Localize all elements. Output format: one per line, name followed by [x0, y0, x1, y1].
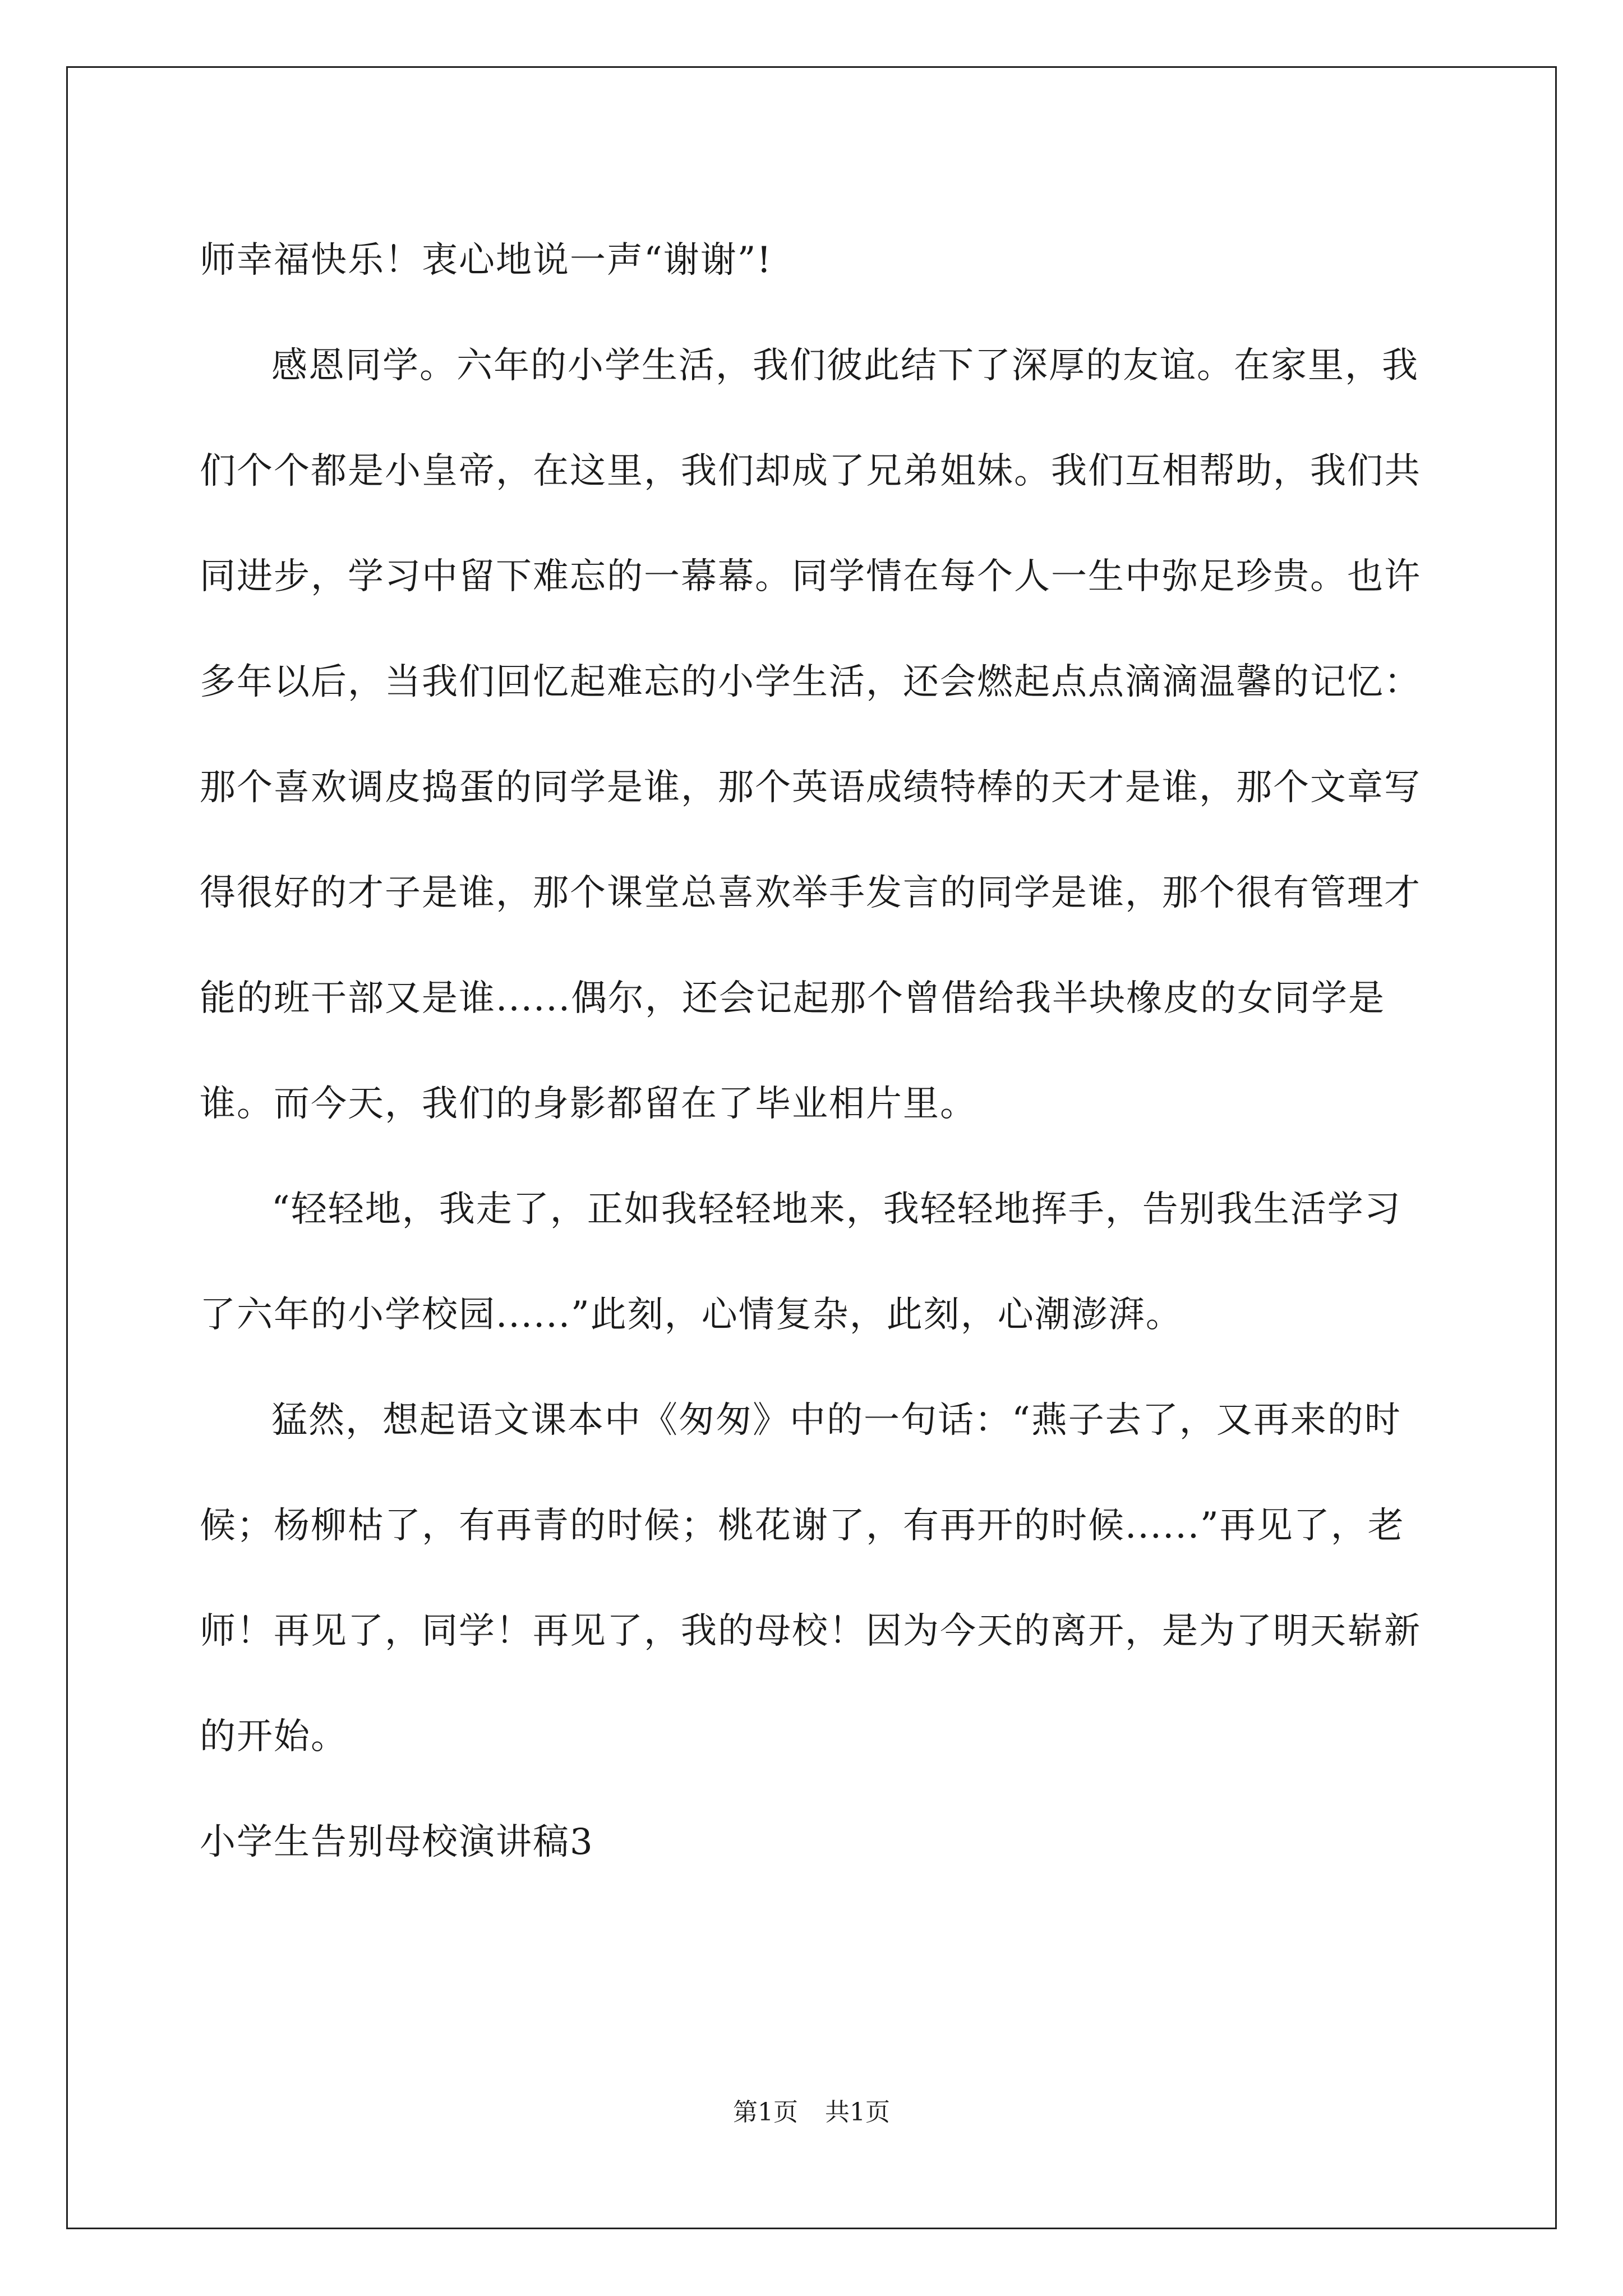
- section-heading: 小学生告别母校演讲稿3: [200, 1821, 594, 1863]
- document-body: [200, 208, 1433, 1895]
- paragraph-farewell-quote: “轻轻地，我走了，正如我轻轻地来，我轻轻地挥手，告别我生活学习了六年的小学校园......”此刻，心情复杂，此刻，心潮澎湃。: [200, 1189, 1401, 1336]
- paragraph-gratitude-classmates: 感恩同学。六年的小学生活，我们彼此结下了深厚的友谊。在家里，我们个个都是小皇帝，在这里，我们却成了兄弟姐妹。我们互相帮助，我们共同进步，学习中留下难忘的一幕幕。同学情在每个人一生中弥足珍贵。也许多年以后，当我们回忆起难忘的小学生活，还会燃起点点滴滴温馨的记忆：那个喜欢调皮捣蛋的同学是谁，那个英语成绩特棒的天才是谁，那个文章写得很好的才子是谁，那个课堂总喜欢举手发言的同学是谁，那个很有管理才能的班干部又是谁......偶尔，还会记起那个曾借给我半块橡皮的女同学是谁。而今天，我们的身影都留在了毕业相片里。: [200, 345, 1421, 1125]
- page-total: 共1页: [825, 2098, 890, 2127]
- page-number: 第1页: [733, 2098, 798, 2127]
- paragraph-continuation: 师幸福快乐！衷心地说一声“谢谢”!: [200, 240, 773, 281]
- paragraph-closing: 猛然，想起语文课本中《匆匆》中的一句话：“燕子去了，又再来的时候；杨柳枯了，有再青的时候；桃花谢了，有再开的时候......”再见了，老师！再见了，同学！再见了，我的母校！因为今天的离开，是为了明天崭新的开始。: [200, 1400, 1421, 1757]
- page-footer: [0, 2096, 1623, 2129]
